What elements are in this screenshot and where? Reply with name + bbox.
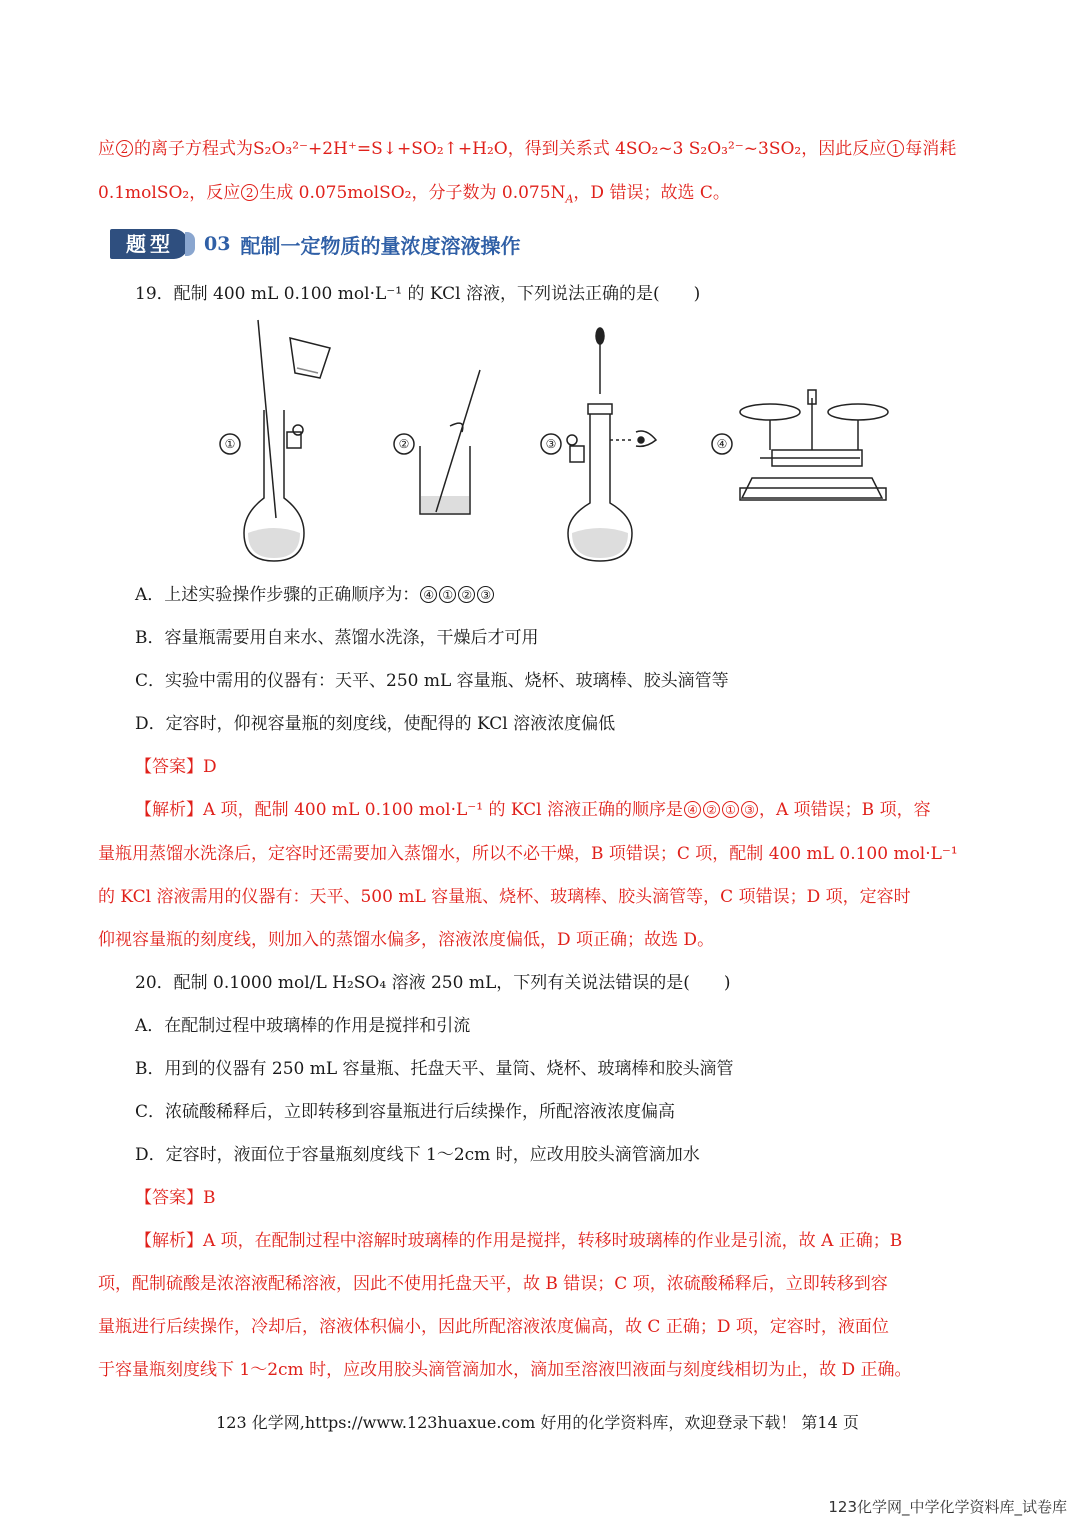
question-19-answer: 【答案】D [135,757,217,777]
figure-label-1-text: ① [224,437,236,451]
question-19-option-b: B．容量瓶需要用自来水、蒸馏水洗涤，干燥后才可用 [135,628,539,648]
section-title: 配制一定物质的量浓度溶液操作 [240,233,521,258]
section-badge: 题型 [110,229,188,259]
question-19-option-c: C．实验中需用的仪器有：天平、250 mL 容量瓶、烧杯、玻璃棒、胶头滴管等 [135,671,729,691]
page-footer: 123 化学网,https://www.123huaxue.com 好用的化学资料库，欢迎登录下载！ 第14 页 [216,1413,859,1432]
question-19-option-d: D．定容时，仰视容量瓶的刻度线，使配得的 KCl 溶液浓度偏低 [135,714,616,734]
question-20-option-a: A．在配制过程中玻璃棒的作用是搅拌和引流 [135,1016,471,1036]
question-20-option-c: C．浓硫酸稀释后，立即转移到容量瓶进行后续操作，所配溶液浓度偏高 [135,1102,676,1122]
question-19-analysis-line: 仰视容量瓶的刻度线，则加入的蒸馏水偏多，溶液浓度偏低，D 项正确；故选 D。 [98,930,715,950]
question-19-analysis-line: 【解析】A 项，配制 400 mL 0.100 mol·L⁻¹ 的 KCl 溶液正确的顺序是 ④ ② ① ③ ，A 项错误；B 项，容 [135,800,931,820]
watermark: 123化学网_中学化学资料库_试卷库 [828,1498,1067,1516]
question-19-analysis-line: 的 KCl 溶液需用的仪器有：天平、500 mL 容量瓶、烧杯、玻璃棒、胶头滴管等，C 项错误；D 项，定容时 [98,887,911,907]
question-19-stem: 19．配制 400 mL 0.100 mol·L⁻¹ 的 KCl 溶液，下列说法正确的是( ) [135,284,701,304]
apparatus-figure [200,318,900,568]
question-19-option-a: A．上述实验操作步骤的正确顺序为： ④ ① ② ③ [135,584,495,606]
question-20-option-b: B．用到的仪器有 250 mL 容量瓶、托盘天平、量筒、烧杯、玻璃棒和胶头滴管 [135,1059,734,1079]
question-20-option-d: D．定容时，液面位于容量瓶刻度线下 1～2cm 时，应改用胶头滴管滴加水 [135,1145,700,1165]
section-header [110,228,520,260]
question-20-analysis-line: 项，配制硫酸是浓溶液配稀溶液，因此不使用托盘天平，故 B 错误；C 项，浓硫酸稀释后，立即转移到容 [98,1274,888,1294]
figure-label-2-text: ② [398,437,410,451]
figure-label-3-text: ③ [545,437,557,451]
question-19-analysis-line: 量瓶用蒸馏水洗涤后，定容时还需要加入蒸馏水，所以不必干燥，B 项错误；C 项，配制 400 mL 0.100 mol·L⁻¹ [98,844,958,864]
question-20-analysis-line: 于容量瓶刻度线下 1～2cm 时，应改用胶头滴管滴加水，滴加至溶液凹液面与刻度线相切为止，故 D 正确。 [98,1360,912,1380]
question-20-stem: 20．配制 0.1000 mol/L H₂SO₄ 溶液 250 mL，下列有关说法错误的是( ) [135,973,731,993]
analysis-continuation-line: 0.1molSO₂，反应 2 生成 0.075molSO₂，分子数为 $0.075N_A$，D 错误；故选 C。 [98,183,730,206]
section-number: 03 [204,233,231,255]
figure-label-4-text: ④ [716,437,728,451]
question-20-analysis-line: 【解析】A 项，在配制过程中溶解时玻璃棒的作用是搅拌，转移时玻璃棒的作业是引流，故 A 正确；B [135,1231,903,1251]
question-20-answer: 【答案】B [135,1188,216,1208]
analysis-continuation-line: 应 2 的离子方程式为S₂O₃²⁻+2H⁺=S↓+SO₂↑+H₂O，得到关系式 4SO₂~3 S₂O₃²⁻~3SO₂，因此反应 1 每消耗 [98,139,957,159]
question-20-analysis-line: 量瓶进行后续操作，冷却后，溶液体积偏小，因此所配溶液浓度偏高，故 C 正确；D 项，定容时，液面位 [98,1317,889,1337]
